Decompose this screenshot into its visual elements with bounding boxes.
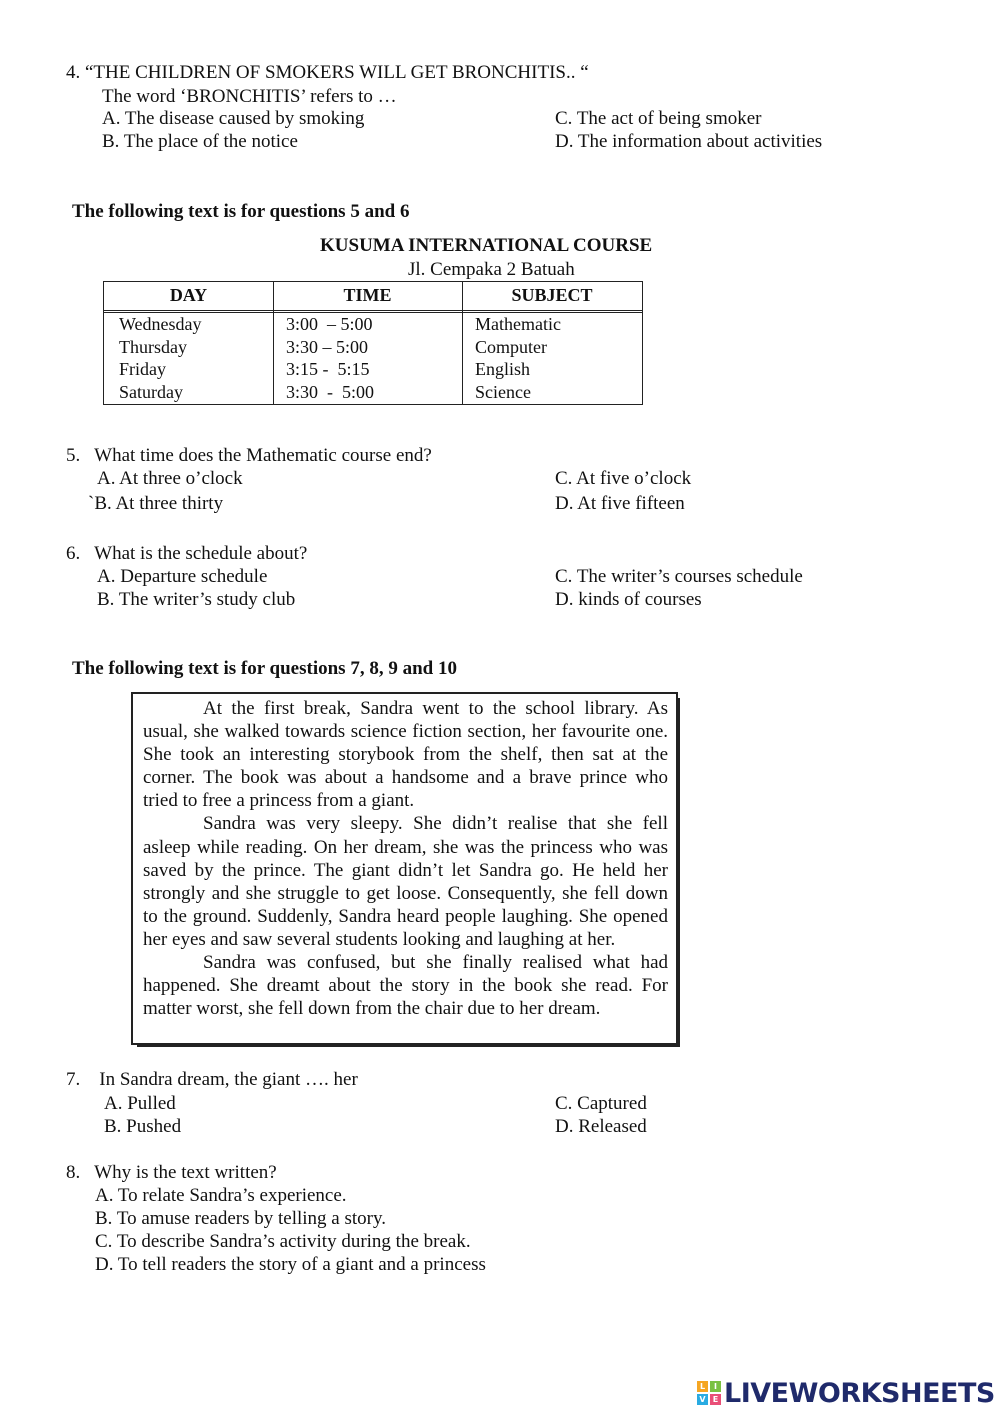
cell-time: 3:00 – 5:00	[286, 314, 373, 334]
passage-paragraph: At the first break, Sandra went to the school library. As usual, she walked towards science fiction section, her favourite one. She took an interesting storybook from the shelf, then sat at the corner. The book was about a handsome and a brave prince who tried to free a princess from a giant.	[143, 698, 668, 812]
logo-squares-icon	[697, 1381, 721, 1405]
col-header-subject: SUBJECT	[511, 285, 593, 305]
cell-day: Saturday	[119, 382, 183, 402]
q6-option-c: C. The writer’s courses schedule	[555, 566, 803, 587]
q6-option-d: D. kinds of courses	[555, 589, 702, 610]
q8-option-b: B. To amuse readers by telling a story.	[95, 1208, 386, 1229]
cell-subject: Science	[475, 382, 531, 402]
q7-option-a: A. Pulled	[104, 1093, 176, 1114]
q6-option-b: B. The writer’s study club	[97, 589, 296, 610]
logo-square: V	[697, 1394, 708, 1405]
cell-subject: Mathematic	[475, 314, 561, 334]
reading-passage-box	[131, 692, 678, 1045]
cell-day: Wednesday	[119, 314, 202, 334]
passage-paragraph: Sandra was confused, but she finally realised what had happened. She dreamt about the story in the book she read. For matter worst, she fell down from the chair due to her dream.	[143, 952, 668, 1020]
cell-time: 3:30 – 5:00	[286, 337, 369, 357]
q4-option-a: A. The disease caused by smoking	[102, 108, 365, 129]
q5-option-d: D. At five fifteen	[555, 493, 685, 514]
q7-option-b: B. Pushed	[104, 1116, 182, 1137]
passage-paragraph: Sandra was very sleepy. She didn’t realise that she fell asleep while reading. On her dream, she was the princess who was saved by the prince. The giant didn’t let Sandra go. He held her strongly and she struggle to get loose. Consequently, she fell down to the ground. Suddenly, Sandra heard people laughing. She opened her eyes and saw several students looking and laughing at her.	[143, 813, 668, 950]
cell-subject: Computer	[475, 337, 547, 357]
q6-option-a: A. Departure schedule	[97, 566, 268, 587]
q5-option-a: A. At three o’clock	[97, 468, 243, 489]
col-header-time: TIME	[343, 285, 392, 305]
cell-time: 3:15 - 5:15	[286, 359, 370, 379]
q5-stem: 5. What time does the Mathematic course end?	[66, 445, 432, 466]
q7-option-c: C. Captured	[555, 1093, 647, 1114]
q7-stem: 7. In Sandra dream, the giant …. her	[66, 1069, 358, 1090]
logo-square: L	[697, 1381, 708, 1392]
q7-option-d: D. Released	[555, 1116, 647, 1137]
q4-option-d: D. The information about activities	[555, 131, 823, 152]
cell-day: Friday	[119, 359, 166, 379]
logo-square: I	[710, 1381, 721, 1392]
schedule-table	[103, 281, 643, 405]
reading-passage	[143, 697, 668, 1020]
q8-option-c: C. To describe Sandra’s activity during the break.	[95, 1231, 471, 1252]
cell-subject: English	[475, 359, 531, 379]
q8-option-a: A. To relate Sandra’s experience.	[95, 1185, 347, 1206]
cell-day: Thursday	[119, 337, 187, 357]
q4-sub: The word ‘BRONCHITIS’ refers to …	[102, 86, 397, 107]
q5-option-b: `B. At three thirty	[88, 493, 224, 514]
q4-option-b: B. The place of the notice	[102, 131, 298, 152]
logo-text: LIVEWORKSHEETS	[724, 1377, 995, 1409]
q6-stem: 6. What is the schedule about?	[66, 543, 308, 564]
q5-option-c: C. At five o’clock	[555, 468, 692, 489]
q8-option-d: D. To tell readers the story of a giant and a princess	[95, 1254, 486, 1275]
q4-stem: 4. “THE CHILDREN OF SMOKERS WILL GET BRONCHITIS.. “	[66, 62, 589, 83]
schedule-title: KUSUMA INTERNATIONAL COURSE	[320, 235, 653, 256]
col-header-day: DAY	[169, 285, 208, 305]
liveworksheets-logo	[697, 1378, 995, 1408]
q4-option-c: C. The act of being smoker	[555, 108, 762, 129]
cell-time: 3:30 - 5:00	[286, 382, 374, 402]
section-heading-7-10: The following text is for questions 7, 8, 9 and 10	[72, 658, 457, 679]
q8-stem: 8. Why is the text written?	[66, 1162, 277, 1183]
logo-square: E	[710, 1394, 721, 1405]
schedule-address: Jl. Cempaka 2 Batuah	[408, 259, 575, 280]
section-heading-5-6: The following text is for questions 5 and 6	[72, 201, 410, 222]
